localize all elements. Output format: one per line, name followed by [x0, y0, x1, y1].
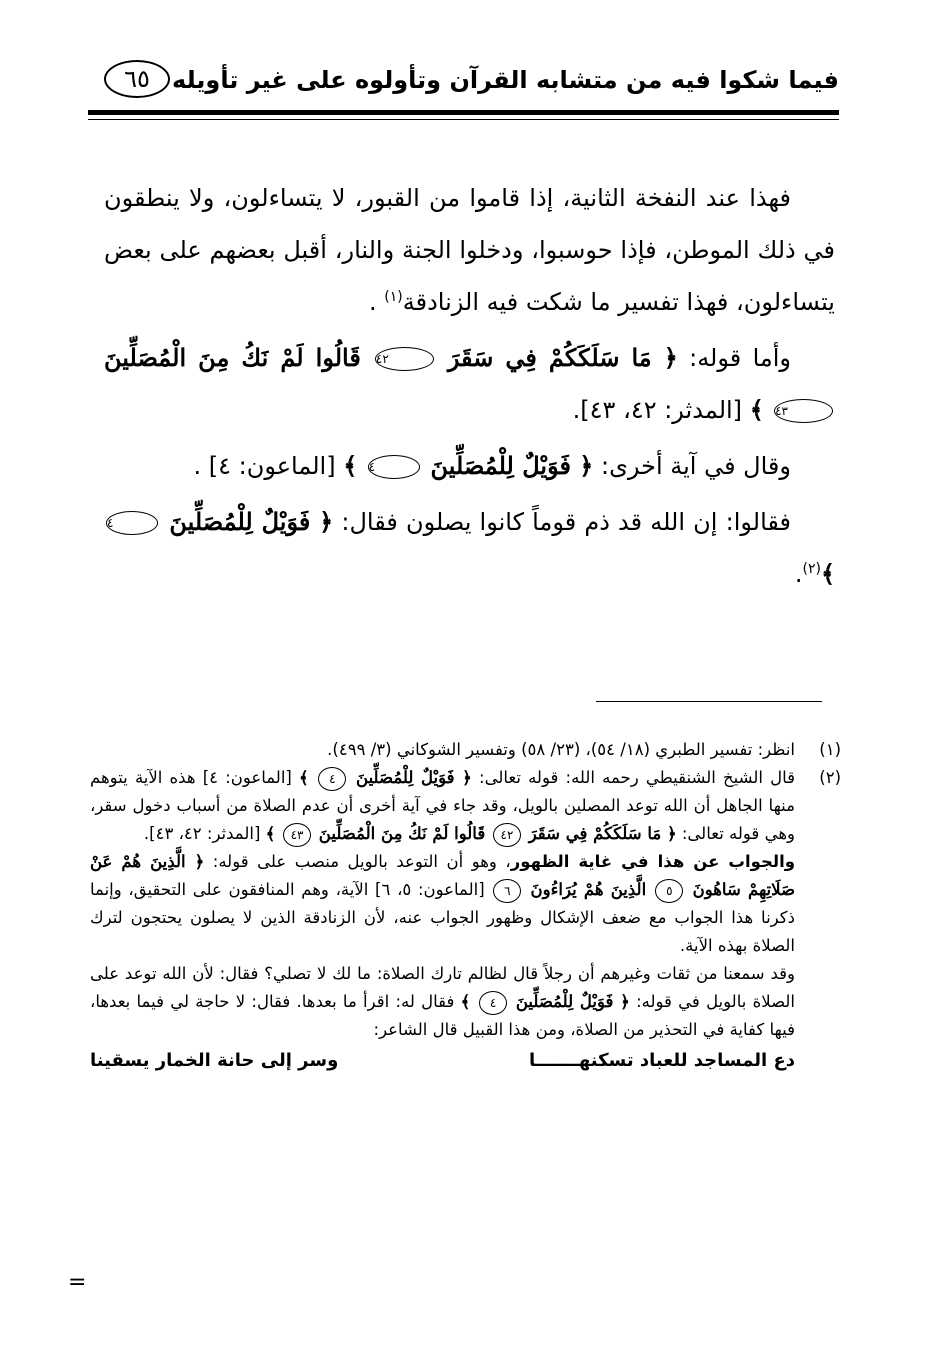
footnote-text: ، وهو أن التوعد بالويل منصب على قوله: [204, 852, 511, 871]
footnote-separator [596, 701, 822, 702]
quran-verse-muddaththir-a: ﴿ مَا سَلَكَكُمْ فِي سَقَرَ [522, 824, 677, 843]
quran-bracket-close: ﴾ [749, 395, 773, 424]
paragraph-1-end: . [369, 288, 385, 316]
quran-bracket-close: ﴾ [343, 451, 366, 480]
header-rule-thin [88, 119, 839, 120]
paragraph-2 [104, 332, 835, 436]
citation-muddaththir: [المدثر: ٤٢، ٤٣]. [143, 824, 266, 843]
paragraph-2-lead: وأما قوله: [677, 344, 791, 372]
page-number: ٦٥ [104, 60, 170, 98]
footnote-2 [90, 764, 841, 1044]
paragraph-3-lead: وقال في آية أخرى: [593, 452, 791, 480]
poem-verse [90, 1048, 841, 1082]
continuation-mark: = [68, 1270, 87, 1295]
footnote-ref-1[interactable]: (١) [384, 289, 403, 305]
ayah-marker-4: ٤ [479, 991, 507, 1015]
footnote-2-section-1 [90, 764, 795, 848]
footnote-number: (١) [819, 740, 841, 759]
ayah-marker-4: ٤ [106, 511, 158, 535]
header-rule-thick [88, 110, 839, 115]
quran-bracket-close: ﴾ [265, 824, 282, 843]
quran-bracket-close: ﴾ [820, 559, 835, 588]
main-text [104, 172, 835, 604]
ayah-marker-4: ٤ [368, 455, 420, 479]
footnote-2-section-3 [90, 960, 795, 1044]
quran-verse-muddaththir-a: ﴿ مَا سَلَكَكُمْ فِي سَقَرَ [435, 343, 678, 372]
footnote-text: وقد سمعنا من ثقات وغيرهم أن رجلاً قال لظالم تارك الصلاة: ما لك لا تصلي؟ فقال: لأن الله توعد على الصلاة بالويل في قوله: [90, 964, 795, 1011]
footnote-text: [الماعون: ٤] هذه الآية يتوهم منها الجاهل أن الله توعد المصلين بالويل، وقد جاء في آية أخرى أن عدم الصلاة من أسباب دخول سقر، وهي قوله تعالى: [90, 768, 795, 843]
paragraph-4-lead: فقالوا: إن الله قد ذم قوماً كانوا يصلون فقال: [333, 508, 791, 536]
ayah-marker-42: ٤٢ [375, 347, 434, 371]
paragraph-4-end: . [794, 560, 803, 588]
quran-verse-muddaththir-b: قَالُوا لَمْ نَكُ مِنَ الْمُصَلِّينَ [313, 824, 491, 843]
footnote-text: فقال له: اقرأ ما بعدها. فقال: لا حاجة لي فيما بعدها، فيها كفاية في التحذير من الصلاة، ومن هذا القبيل قال الشاعر: [90, 992, 795, 1039]
footnotes [90, 736, 841, 1082]
paragraph-1-text: فهذا عند النفخة الثانية، إذا قاموا من القبور، لا يتساءلون، ولا ينطقون في ذلك الموطن، فإذا حوسبوا، ودخلوا الجنة والنار، أقبل بعضهم على بعض يتساءلون، فهذا تفسير ما شكت فيه الزنادقة [104, 184, 835, 316]
ayah-marker-43: ٤٣ [774, 399, 833, 423]
footnote-1 [90, 736, 841, 764]
quran-verse-muddaththir-b: قَالُوا لَمْ نَكُ مِنَ الْمُصَلِّينَ [104, 343, 373, 372]
citation-maun: [الماعون: ٤] . [193, 452, 344, 480]
quran-bracket-close: ﴾ [299, 768, 317, 787]
ayah-marker-43: ٤٣ [283, 823, 311, 847]
quran-bracket-close: ﴾ [460, 992, 478, 1011]
answer-heading: والجواب عن هذا في غاية الظهور [510, 852, 795, 871]
running-title: فيما شكوا فيه من متشابه القرآن وتأولوه على غير تأويله [172, 66, 839, 94]
ayah-marker-4: ٤ [318, 767, 346, 791]
ayah-marker-6: ٦ [493, 879, 521, 903]
paragraph-4 [104, 496, 835, 600]
poem-hemistich-second: وسر إلى حانة الخمار يسقينا [90, 1050, 339, 1071]
quran-verse-maun-5: ﴿ الَّذِينَ هُمْ عَنْ صَلَاتِهِمْ سَاهُونَ [90, 852, 795, 899]
quran-verse-maun: ﴿ فَوَيْلٌ لِلْمُصَلِّينَ [422, 451, 594, 480]
page-header [100, 60, 839, 104]
quran-verse-maun: ﴿ فَوَيْلٌ لِلْمُصَلِّينَ [509, 992, 630, 1011]
footnote-number: (٢) [819, 768, 841, 787]
paragraph-3 [104, 440, 835, 492]
ayah-marker-42: ٤٢ [493, 823, 521, 847]
quran-verse-maun-6: الَّذِينَ هُمْ يُرَاءُونَ [523, 880, 654, 899]
footnote-text: [الماعون: ٥، ٦] الآية، وهم المنافقون على التحقيق، وإنما ذكرنا هذا الجواب مع ضعف الإشكال وظهور الجواب عنه، لأن الزنادقة الذين لا يصلون يحتجون لترك الصلاة بهذه الآية. [90, 880, 795, 955]
ayah-marker-5: ٥ [655, 879, 683, 903]
footnote-1-text: انظر: تفسير الطبري (١٨/ ٥٤)، (٢٣/ ٥٨) وتفسير الشوكاني (٣/ ٤٩٩). [327, 740, 795, 759]
footnote-text: قال الشيخ الشنقيطي رحمه الله: قوله تعالى: [471, 768, 795, 787]
quran-verse-maun: ﴿ فَوَيْلٌ لِلْمُصَلِّينَ [348, 768, 472, 787]
citation-muddaththir: [المدثر: ٤٢، ٤٣]. [572, 396, 750, 424]
quran-verse-maun: ﴿ فَوَيْلٌ لِلْمُصَلِّينَ [160, 507, 334, 536]
paragraph-1 [104, 172, 835, 328]
footnote-ref-2[interactable]: (٢) [802, 561, 821, 577]
poem-hemistich-first: دع المساجد للعباد تسكنهـــــــا [529, 1050, 795, 1071]
footnote-2-section-2 [90, 848, 795, 960]
